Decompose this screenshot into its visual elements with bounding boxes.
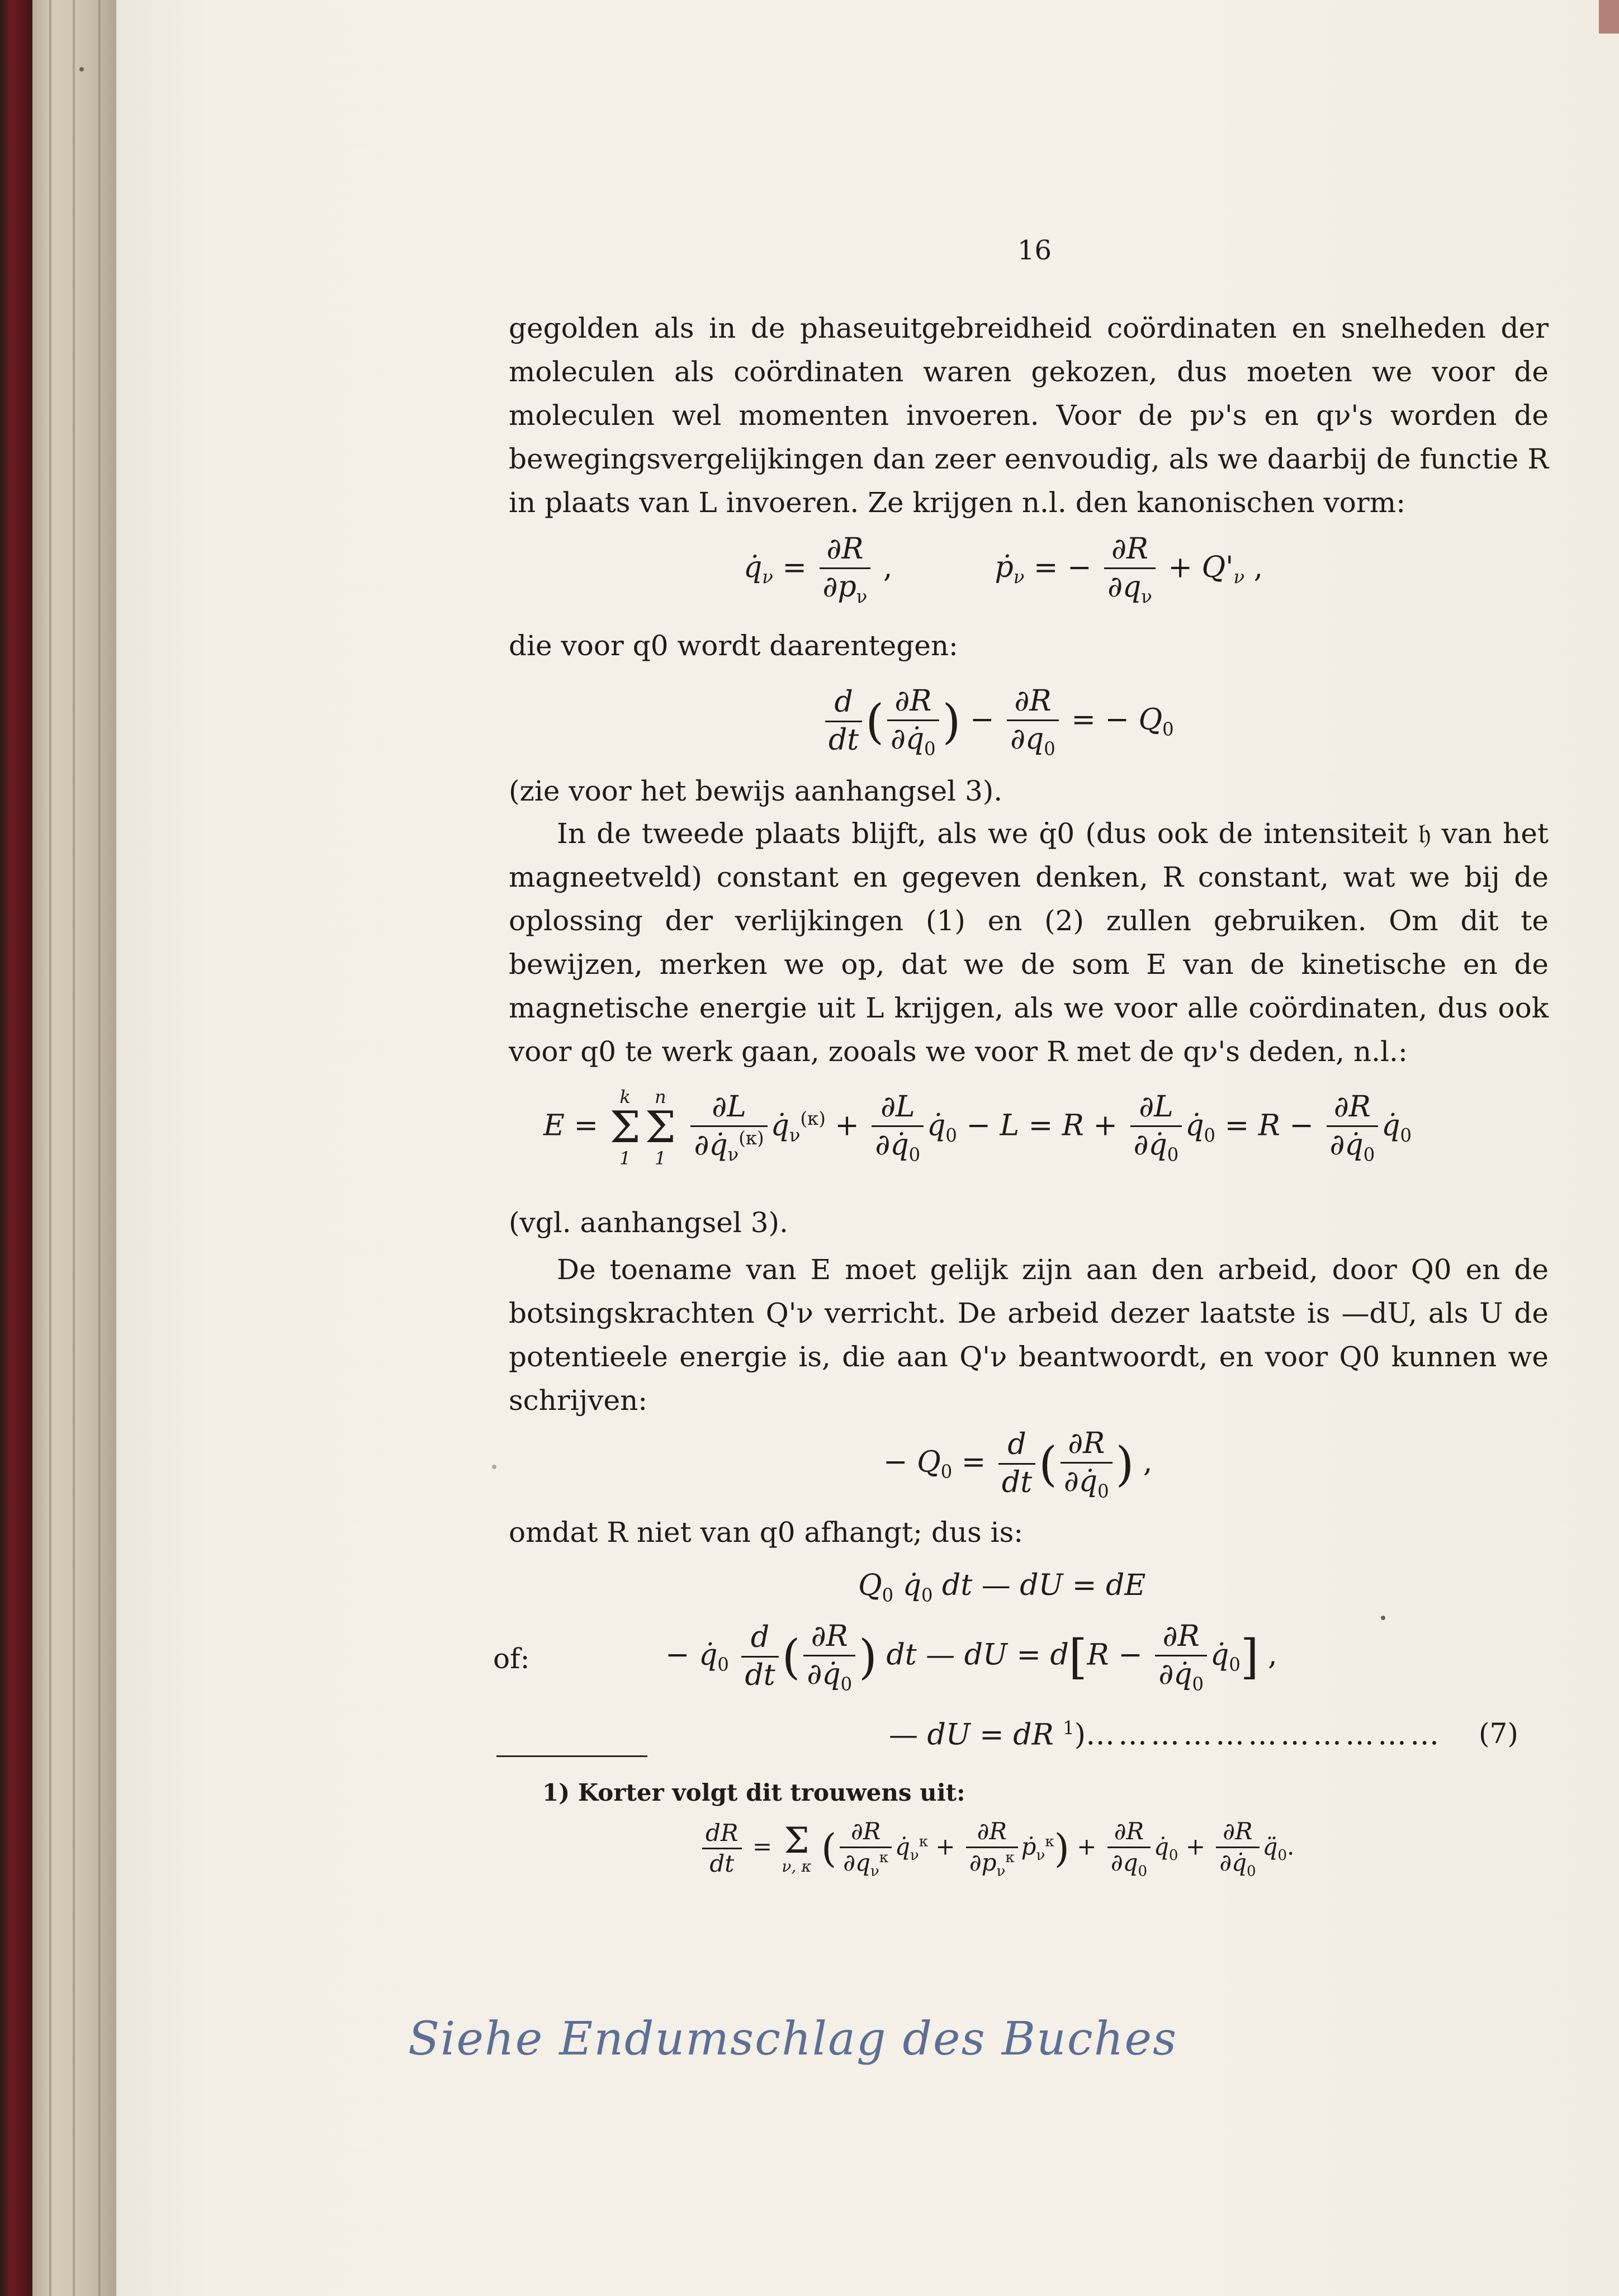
paragraph-7: omdat R niet van q0 afhangt; dus is: — [509, 1516, 1024, 1549]
paragraph-3: (zie voor het bewijs aanhangsel 3). — [509, 775, 1003, 807]
paragraph-6: De toename van E moet gelijk zijn aan den arbeid, door Q0 en de botsingskrachten Q'ν verricht. De arbeid dezer laatste is —dU, als U de potentieele energie is, die aan Q'ν beantwoordt, en voor Q0 kunnen we schrijven: — [509, 1253, 1549, 1417]
speck — [1381, 1616, 1385, 1620]
paragraph-2: die voor q0 wordt daarentegen: — [509, 629, 958, 662]
footnote-rule — [496, 1755, 647, 1757]
page-number: 16 — [1017, 235, 1052, 266]
paragraph-4: In de tweede plaats blijft, als we q̇0 (dus ook de intensiteit 𝔥 van het magneetveld) constant en gegeven denken, R constant, wat we bij de oplossing der verlijkingen (1) en (2) zullen gebruiken. Om dit te bewijzen, merken we op, dat we de som E van de kinetische en de magnetische energie uit L krijgen, als we voor alle coördinaten, dus ook voor q0 te werk gaan, zooals we voor R met de qν's deden, n.l.: — [509, 817, 1549, 1068]
edge-tint — [1599, 0, 1619, 34]
equation-Q0: − $Q_0$ = $\frac{d}{dt}$ ( $\frac{\partial R}{\partial q̇_0}$ ) , — [883, 1427, 1153, 1502]
label-of: of: — [493, 1642, 530, 1675]
page-edges — [32, 0, 116, 2296]
speck — [79, 67, 84, 72]
equation-7: — dU = dR $^1$)…………………………… — [889, 1717, 1443, 1752]
book-binding — [0, 0, 32, 2296]
equation-number: (7) — [1479, 1717, 1518, 1750]
equation-q0: $\frac{d}{dt}$ ( $\frac{\partial R}{\partial q̇_0}$ ) − $\frac{\partial R}{\partial q_0}$ = − $Q_0$ — [822, 683, 1174, 760]
equation-energy-balance: $Q_0$ $q̇_0$ dt — dU = dE — [858, 1569, 1146, 1606]
paragraph-1: gegolden als in de phaseuitgebreidheid coördinaten en snelheden der moleculen als coördinaten waren gekozen, dus moeten we voor de moleculen wel momenten invoeren. Voor de pν's en qν's worden de bewegingsvergelijkingen dan zeer eenvoudig, als we daarbij de functie R in plaats van L invoeren. Ze krijgen n.l. den kanonischen vorm: — [509, 312, 1549, 519]
equation-canonical: $q̇_\nu$ = $\frac{\partial R}{\partial p_\nu}$ , ṗ$_\nu$ = − $\frac{\partial R}{\partial q_\nu}$ + $Q'_\nu$ , — [744, 532, 1263, 608]
footnote-text: 1) Korter volgt dit trouwens uit: — [542, 1779, 965, 1806]
equation-energy: E = k Σ 1 n Σ 1 $\frac{\partial L}{\partial q̇_\nu^{(\kappa)}}$ $q̇_\nu^{(\kappa)}$ + $\frac{\partial L}{\partial q̇_0}$ $q̇_0 - L = R$ + $\frac{\partial L}{\partial q̇_0}$ $q̇_0 = R$ − $\frac{\partial R}{\partial q̇_0}$ $q̇_0$ — [543, 1086, 1412, 1169]
handwritten-note: Siehe Endumschlag des Buches — [408, 2013, 1178, 2066]
paragraph-5: (vgl. aanhangsel 3). — [509, 1206, 788, 1239]
speck — [492, 1465, 496, 1469]
equation-expanded: − $q̇_0$ $\frac{d}{dt}$ ( $\frac{\partial R}{\partial q̇_0}$ ) dt — dU = d[R − $\frac{\partial R}{\partial q̇_0}$ $q̇_0$] , — [665, 1620, 1277, 1695]
footnote-equation: $\frac{dR}{dt}$ = Σ ν, κ ( $\frac{\partial R}{\partial q_\nu^\kappa}$ $q̇_\nu^\kappa$ + $\frac{\partial R}{\partial p_\nu^\kappa}$ ṗ$_\nu^\kappa$) + $\frac{\partial R}{\partial q_0}$ $q̇_0$ + $\frac{\partial R}{\partial q̇_0}$ $q̈_0$. — [699, 1817, 1294, 1880]
